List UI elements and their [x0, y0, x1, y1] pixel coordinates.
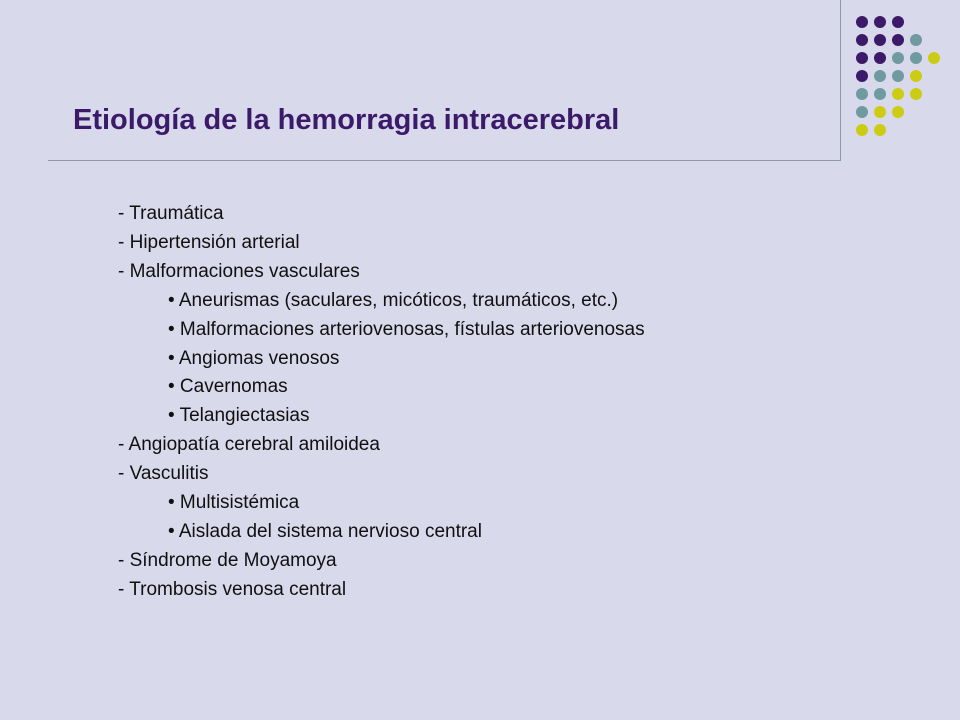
decorative-dot — [892, 88, 904, 100]
decorative-dot — [856, 124, 868, 136]
content-subline: • Malformaciones arteriovenosas, fístulas arteriovenosas — [168, 318, 645, 340]
slide-content — [118, 200, 645, 605]
content-subline: • Angiomas venosos — [168, 347, 340, 369]
decorative-dot — [874, 70, 886, 82]
decorative-dot — [892, 52, 904, 64]
decorative-dot — [856, 106, 868, 118]
decorative-dot — [874, 34, 886, 46]
decorative-dot — [874, 52, 886, 64]
content-subline: • Aislada del sistema nervioso central — [168, 520, 482, 542]
decorative-dot — [856, 34, 868, 46]
content-subline: • Telangiectasias — [168, 405, 310, 427]
decorative-dot — [874, 124, 886, 136]
decorative-dot — [856, 88, 868, 100]
content-line: - Vasculitis — [118, 463, 209, 485]
content-line: - Trombosis venosa central — [118, 578, 347, 600]
content-line: - Hipertensión arterial — [118, 231, 300, 253]
decorative-dot — [910, 34, 922, 46]
decorative-dot — [874, 106, 886, 118]
content-line: - Traumática — [118, 203, 224, 224]
content-line: - Síndrome de Moyamoya — [118, 549, 337, 571]
decorative-dot — [910, 70, 922, 82]
decorative-dot — [856, 70, 868, 82]
decorative-dot — [874, 16, 886, 28]
decorative-dot — [928, 52, 940, 64]
decorative-dot — [874, 88, 886, 100]
content-subline: • Cavernomas — [168, 376, 288, 398]
decorative-dot — [892, 70, 904, 82]
decorative-dot-grid — [0, 0, 960, 160]
decorative-dot — [910, 52, 922, 64]
content-subline: • Aneurismas (saculares, micóticos, traumáticos, etc.) — [168, 289, 619, 311]
slide-title: Etiología de la hemorragia intracerebral — [73, 104, 620, 136]
content-line: - Angiopatía cerebral amiloidea — [118, 434, 380, 456]
content-subline: • Multisistémica — [168, 492, 300, 514]
decorative-dot — [856, 52, 868, 64]
decorative-dot — [910, 88, 922, 100]
content-line: - Malformaciones vasculares — [118, 260, 360, 282]
decorative-dot — [892, 34, 904, 46]
decorative-dot — [892, 106, 904, 118]
decorative-dot — [892, 16, 904, 28]
title-divider-horizontal — [48, 160, 841, 161]
decorative-dot — [856, 16, 868, 28]
